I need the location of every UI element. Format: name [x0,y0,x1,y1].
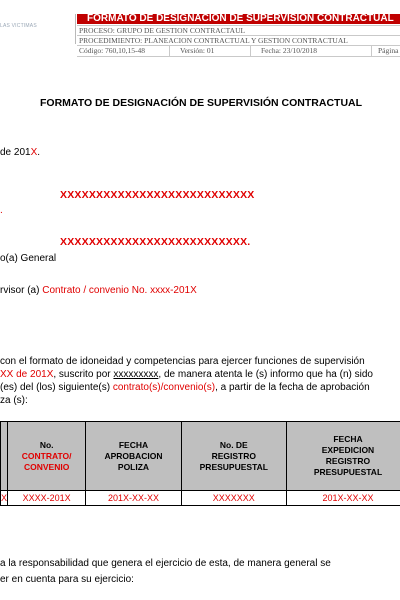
header-fecha: Fecha: 23/10/2018 [250,46,371,56]
table-header-cell: No. CONTRATO/ CONVENIO [8,422,86,491]
placeholder-name-1: XXXXXXXXXXXXXXXXXXXXXXXXXXX [60,189,255,201]
table-cell: 201X-XX-XX [286,491,400,506]
paragraph-1-line-2: XX de 201X, suscrito por xxxxxxxxx, de manera atenta le (s) informo que ha (n) sido [0,369,373,380]
table-row [1,491,400,506]
paragraph-1-line-4: za (s): [0,395,28,406]
header-meta-row [77,45,400,57]
table-header-cell: FECHA EXPEDICION REGISTRO PRESUPUESTAL [286,422,400,491]
placeholder-name-2: XXXXXXXXXXXXXXXXXXXXXXXXXX. [60,236,251,248]
logo [0,14,76,44]
header-version: Versión: 01 [169,46,250,56]
date-line: de 201X. [0,147,41,158]
table-cell: XXXXXXX [181,491,286,506]
table-cell: 201X-XX-XX [86,491,181,506]
logo-text: LAS VICTIMAS [0,23,37,29]
paragraph-1-line-3: (es) del (los) siguiente(s) contrato(s)/convenio(s), a partir de la fecha de aprobación [0,382,370,393]
header-pagina: Página [371,46,398,56]
header-proceso: PROCESO: GRUPO DE GESTION CONTRACTAUL [77,25,400,35]
table-cell: X [1,491,8,506]
supervisor-line: rvisor (a) Contrato / convenio No. xxxx-201X [0,285,197,296]
table-header-cell [1,422,8,491]
table-header-row [1,422,400,491]
table-header-cell: No. DE REGISTRO PRESUPUESTAL [181,422,286,491]
general-line: o(a) General [0,253,57,264]
table-cell: XXXX-201X [8,491,86,506]
header-procedimiento: PROCEDIMIENTO: PLANEACION CONTRACTUAL Y GESTION CONTRACTUAL [77,35,400,45]
header-codigo: Código: 760,10,15-48 [79,46,146,55]
paragraph-2-line-2: er en cuenta para su ejercicio: [0,574,134,585]
table-header-cell: FECHA APROBACION POLIZA [86,422,181,491]
header-title: FORMATO DE DESIGNACIÓN DE SUPERVISIÓN CONTRACTUAL [77,14,400,24]
paragraph-1-line-1: con el formato de idoneidad y competencias para ejercer funciones de supervisión [0,356,365,367]
paragraph-2-line-1: a la responsabilidad que genera el ejercicio de esta, de manera general se [0,558,331,569]
red-dot: . [0,205,3,216]
document-title: FORMATO DE DESIGNACIÓN DE SUPERVISIÓN CONTRACTUAL [40,97,363,109]
contract-table [0,421,400,506]
